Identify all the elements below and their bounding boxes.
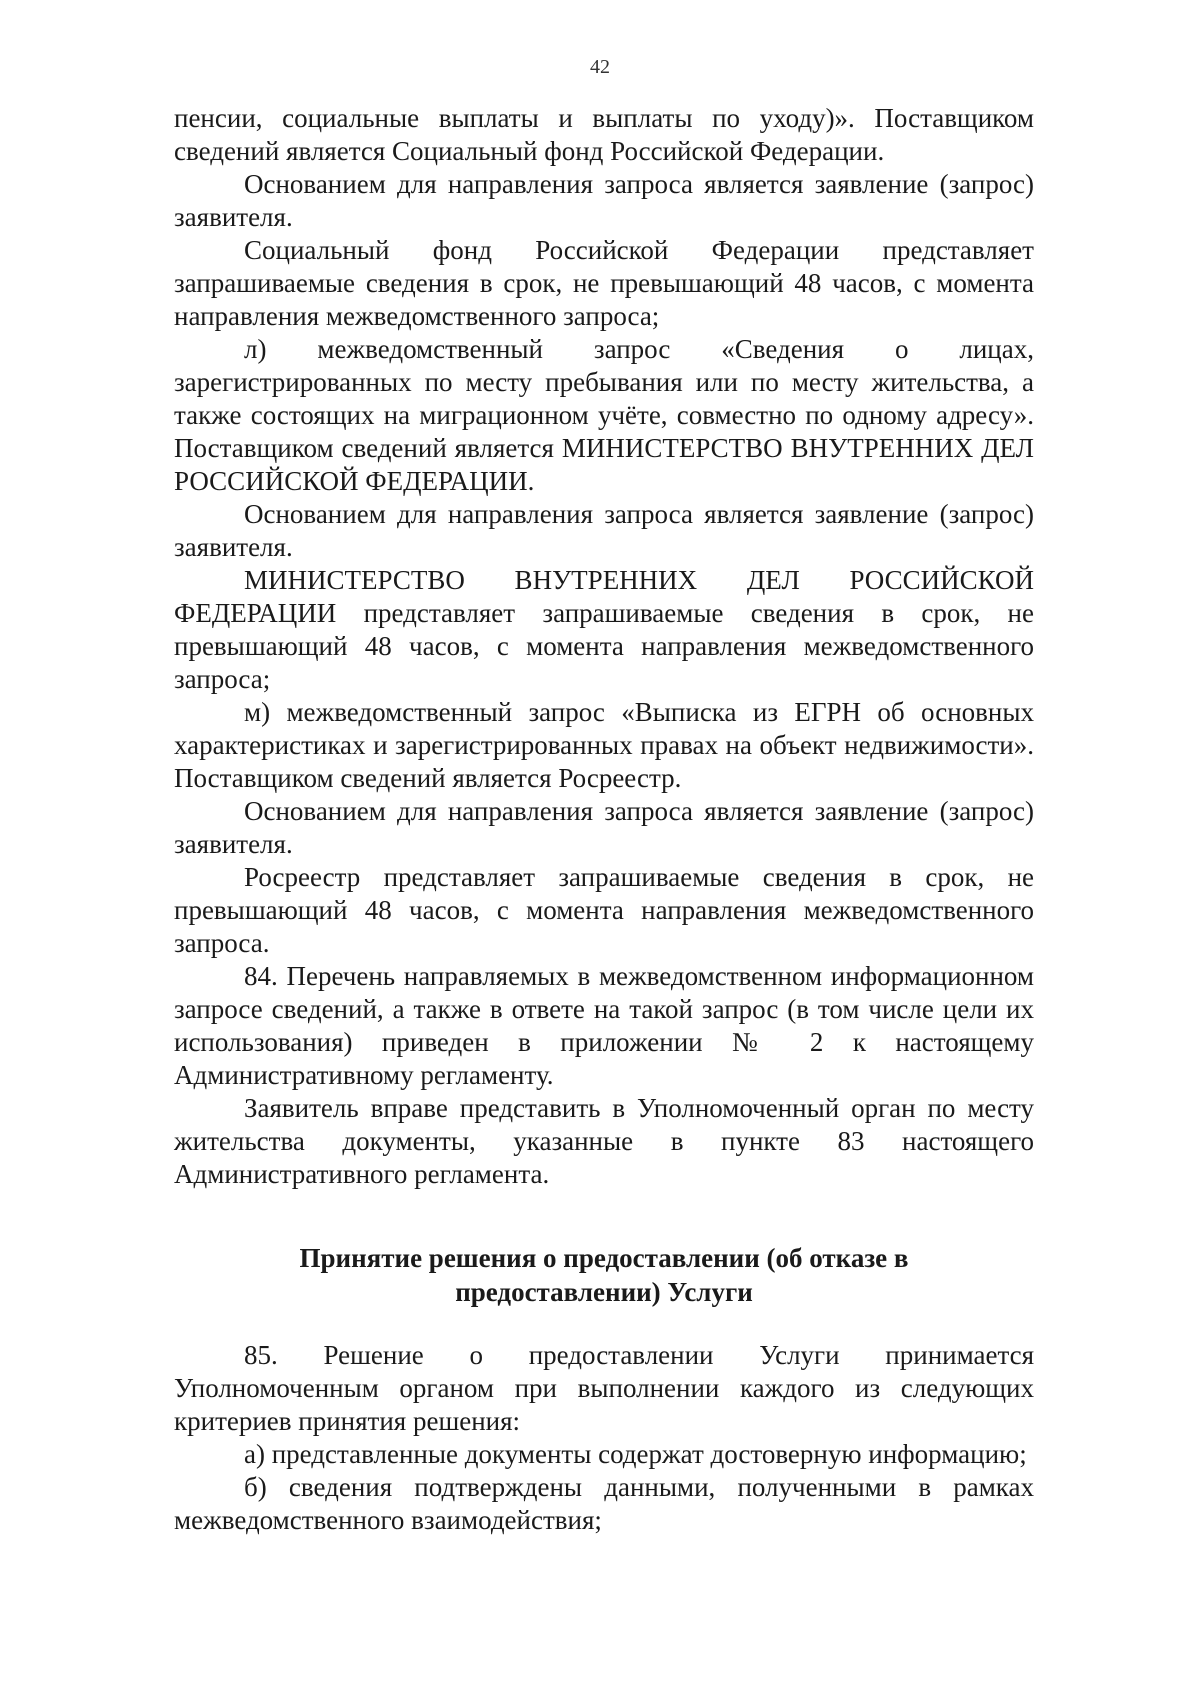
- paragraph: б) сведения подтверждены данными, полученными в рамках межведомственного взаимодействия;: [174, 1472, 1034, 1535]
- paragraph: 85. Решение о предоставлении Услуги принимается Уполномоченным органом при выполнении каждого из следующих критериев принятия решения:: [174, 1340, 1034, 1436]
- paragraph: МИНИСТЕРСТВО ВНУТРЕННИХ ДЕЛ РОССИЙСКОЙ ФЕДЕРАЦИИ представляет запрашиваемые сведения в срок, не превышающий 48 часов, с момента направления межведомственного запроса;: [174, 565, 1034, 694]
- paragraph: Основанием для направления запроса является заявление (запрос) заявителя.: [174, 499, 1034, 562]
- paragraph: Заявитель вправе представить в Уполномоченный орган по месту жительства документы, указанные в пункте 83 настоящего Административного регламента.: [174, 1093, 1034, 1189]
- section-heading-line: Принятие решения о предоставлении (об отказе в: [299, 1243, 909, 1273]
- paragraph: Основанием для направления запроса является заявление (запрос) заявителя.: [174, 169, 1034, 232]
- paragraph: Основанием для направления запроса является заявление (запрос) заявителя.: [174, 796, 1034, 859]
- paragraph: пенсии, социальные выплаты и выплаты по уходу)». Поставщиком сведений является Социальный фонд Российской Федерации.: [174, 103, 1034, 166]
- paragraph: Росреестр представляет запрашиваемые сведения в срок, не превышающий 48 часов, с момента направления межведомственного запроса.: [174, 862, 1034, 958]
- paragraph: м) межведомственный запрос «Выписка из ЕГРН об основных характеристиках и зарегистрированных правах на объект недвижимости». Поставщиком сведений является Росреестр.: [174, 697, 1034, 793]
- paragraph: 84. Перечень направляемых в межведомственном информационном запросе сведений, а также в ответе на такой запрос (в том числе цели их использования) приведен в приложении № 2 к настоящему Административному регламенту.: [174, 961, 1034, 1090]
- section-heading: [174, 1241, 1034, 1309]
- document-body: [174, 102, 1034, 1537]
- paragraph: а) представленные документы содержат достоверную информацию;: [244, 1439, 1027, 1469]
- paragraph: Социальный фонд Российской Федерации представляет запрашиваемые сведения в срок, не превышающий 48 часов, с момента направления межведомственного запроса;: [174, 235, 1034, 331]
- paragraph: л) межведомственный запрос «Сведения о лицах, зарегистрированных по месту пребывания или по месту жительства, а также состоящих на миграционном учёте, совместно по одному адресу». Поставщиком сведений является МИНИСТЕРСТВО ВНУТРЕННИХ ДЕЛ РОССИЙСКОЙ ФЕДЕРАЦИИ.: [174, 334, 1034, 496]
- page-number: 42: [590, 56, 610, 78]
- section-heading-line: предоставлении) Услуги: [455, 1277, 753, 1307]
